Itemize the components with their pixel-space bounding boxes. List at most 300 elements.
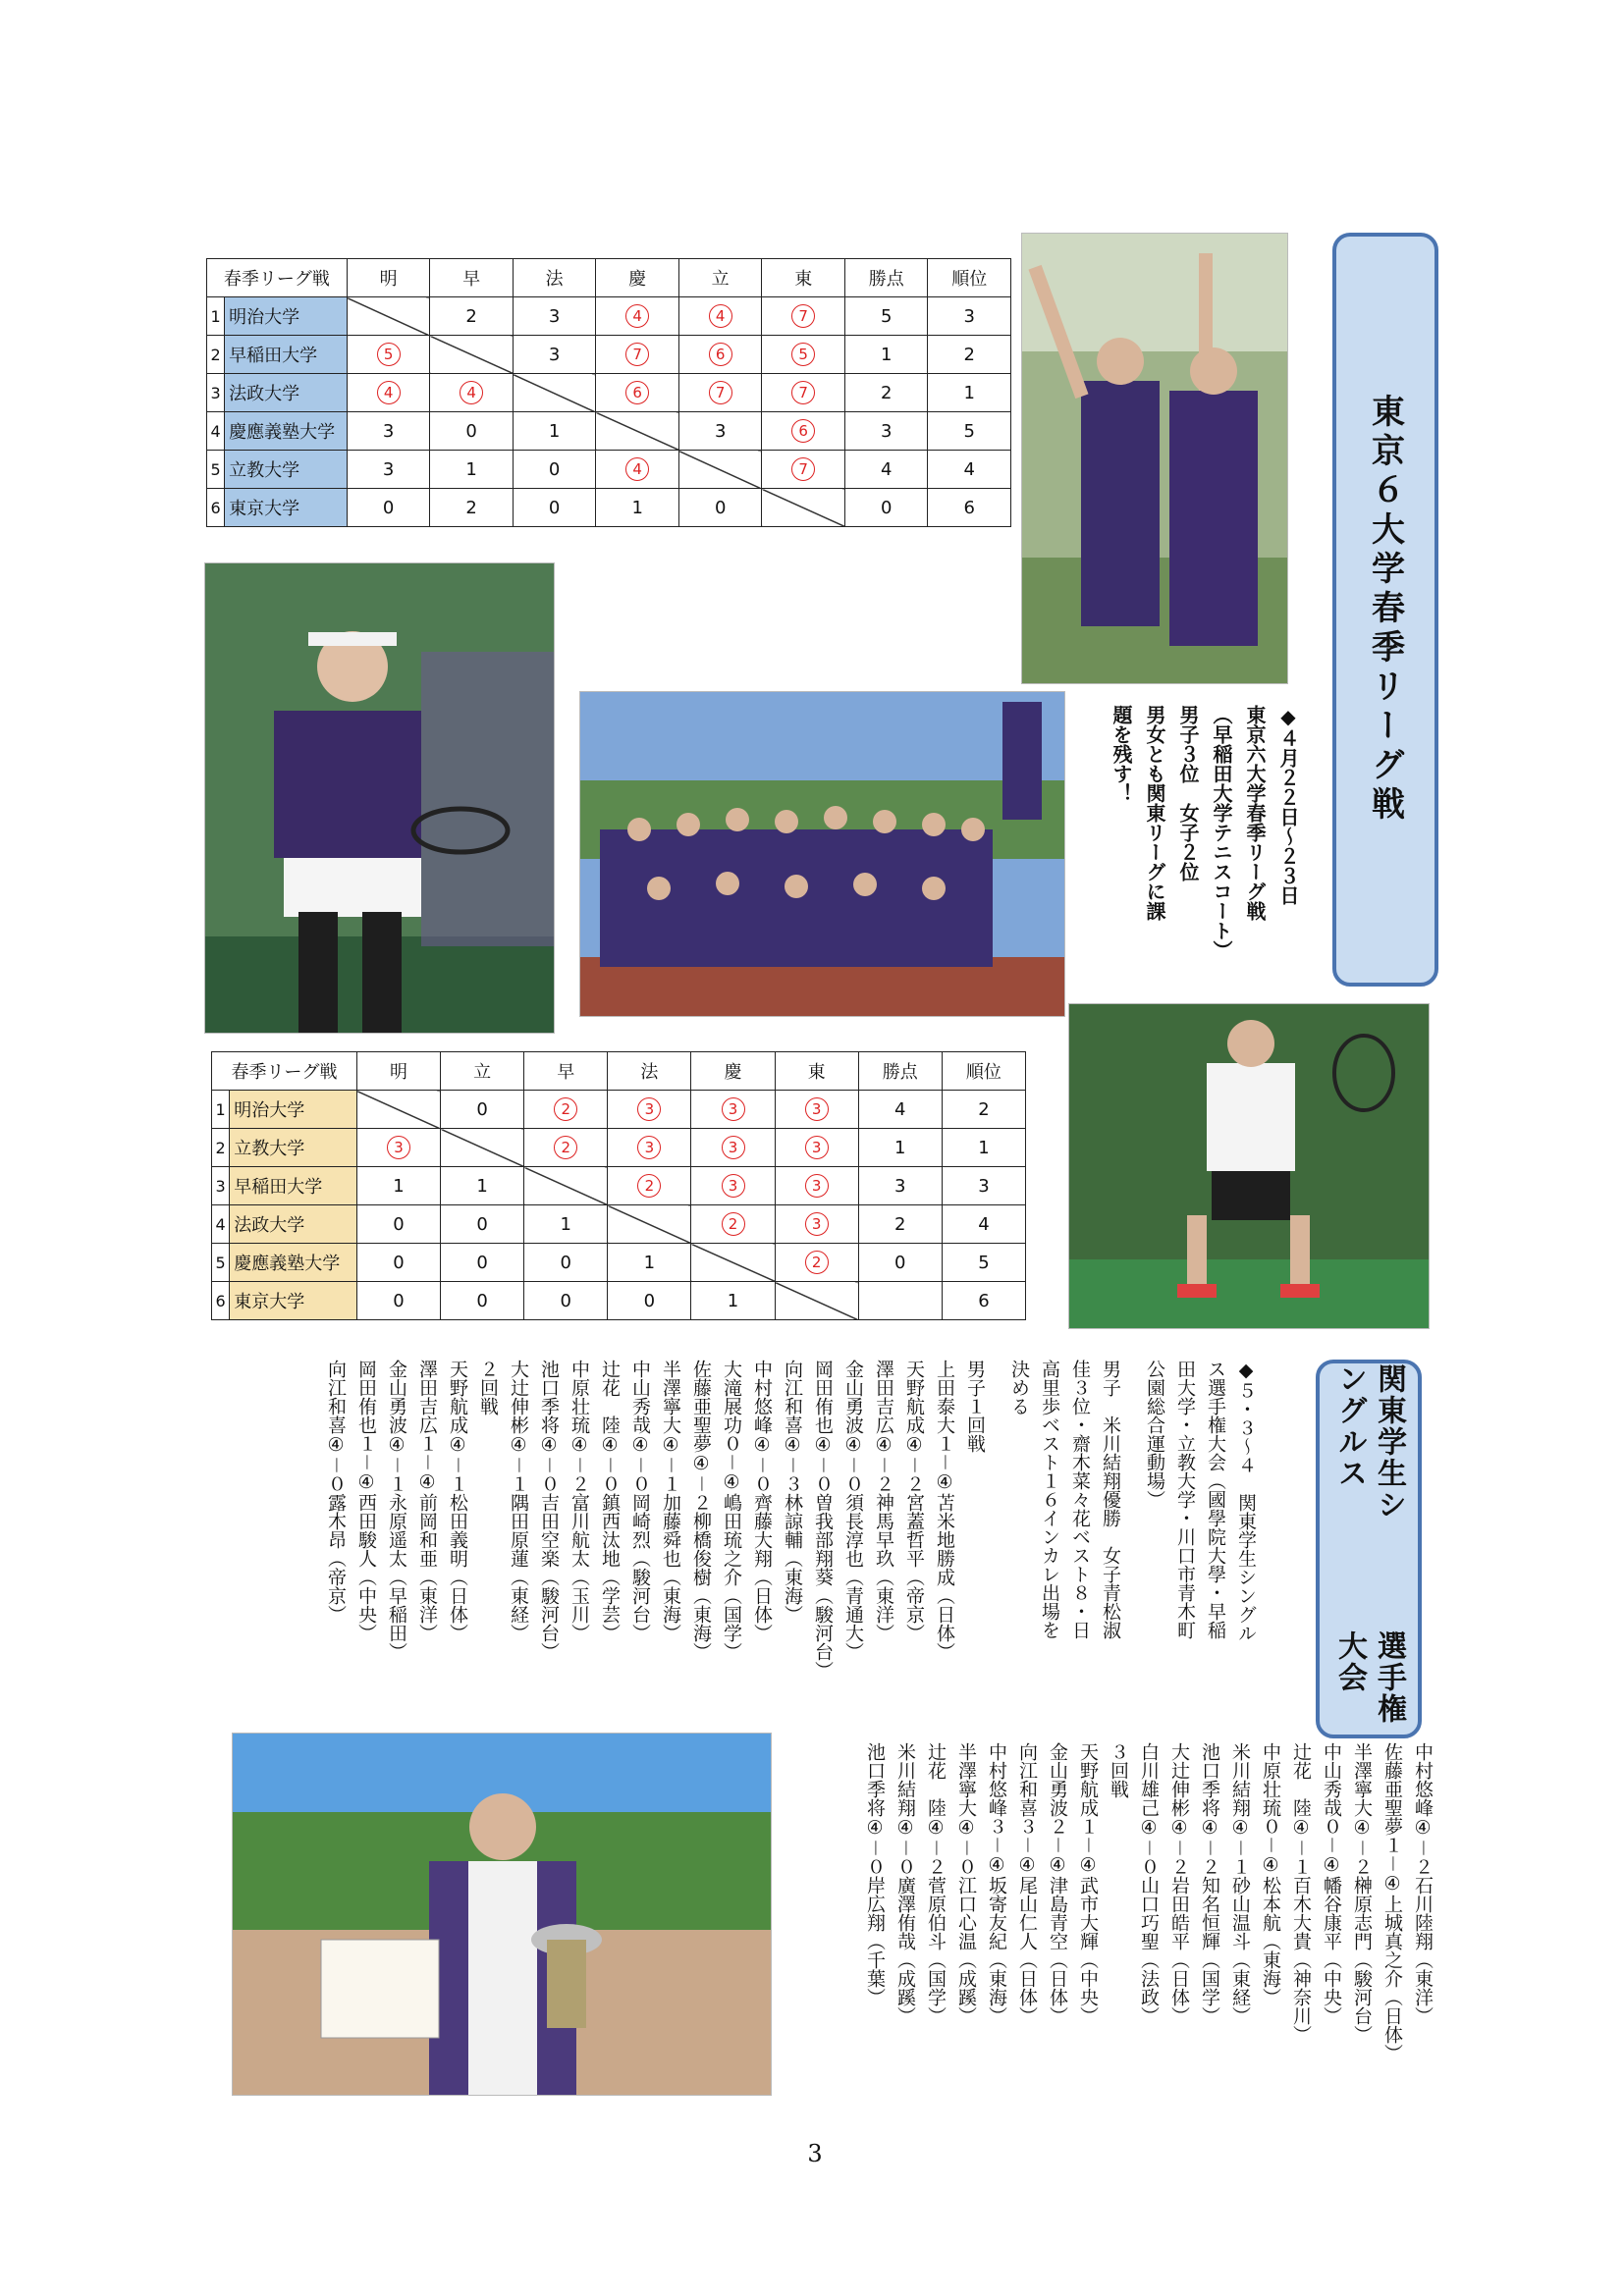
score-cell (678, 489, 762, 527)
column-header: 早 (524, 1052, 608, 1091)
score-value: 5 (978, 1252, 990, 1273)
win-score: 3 (637, 1136, 661, 1159)
section2-title-line1: 関東学生シングルス (1332, 1363, 1406, 1521)
text-line: 米川結翔④－１砂山温斗（東経） (1229, 1742, 1251, 2026)
score-value: 5 (963, 420, 975, 442)
table-row (207, 297, 1011, 336)
score-cell (513, 297, 596, 336)
score-value: 1 (393, 1175, 405, 1197)
score-cell (524, 1244, 608, 1282)
score-value: 0 (560, 1252, 571, 1273)
text-line: 男子３位 女子２位 (1176, 705, 1200, 881)
section1-title-box (1332, 233, 1438, 987)
column-header: 慶 (691, 1052, 775, 1091)
score-cell (928, 451, 1011, 489)
text-line: 大辻伸彬④－１隅田原蓮（東経） (508, 1360, 529, 1643)
score-value: 1 (643, 1252, 656, 1273)
score-value: 2 (465, 305, 477, 327)
diagonal-cell (513, 374, 596, 412)
table-row (207, 336, 1011, 374)
score-cell (691, 1129, 775, 1167)
team-name: 慶應義塾大学 (230, 1244, 357, 1282)
text-line: 中原壮琉④－２富川航太（玉川） (568, 1360, 590, 1643)
score-value: 1 (963, 382, 975, 403)
score-value: 3 (382, 458, 395, 480)
score-value: 0 (476, 1213, 488, 1235)
row-number: 3 (207, 374, 225, 412)
diagonal-cell (775, 1282, 858, 1320)
score-value: 4 (880, 458, 893, 480)
score-cell (928, 297, 1011, 336)
score-value: 6 (963, 497, 975, 518)
text-line: 向江和喜３－④尾山仁人（日体） (1016, 1742, 1038, 2026)
section1-body (1105, 705, 1305, 999)
score-cell (524, 1282, 608, 1320)
score-cell (762, 412, 845, 451)
score-cell (928, 489, 1011, 527)
score-cell (858, 1282, 942, 1320)
text-line: 池口季将④－０吉田空楽（駿河台） (538, 1360, 560, 1662)
score-cell (430, 451, 514, 489)
column-header: 東 (762, 259, 845, 297)
win-score: 3 (805, 1136, 829, 1159)
column-header: 順位 (942, 1052, 1025, 1091)
score-value: 0 (894, 1252, 906, 1273)
text-line: 男子１回戦 (964, 1360, 986, 1453)
diagonal-cell (608, 1205, 691, 1244)
score-cell (524, 1205, 608, 1244)
score-cell (762, 297, 845, 336)
score-cell (942, 1091, 1025, 1129)
text-line: 天野航成１－④武市大輝（中央） (1077, 1742, 1099, 2026)
table-row (212, 1129, 1026, 1167)
score-value: 4 (978, 1213, 990, 1235)
table-row (212, 1244, 1026, 1282)
score-cell (441, 1205, 524, 1244)
score-cell (513, 489, 596, 527)
win-score: 5 (791, 343, 815, 366)
score-cell (524, 1091, 608, 1129)
win-score: 4 (377, 381, 401, 404)
score-cell (762, 451, 845, 489)
text-line: ◆４月２２日〜２３日 (1276, 705, 1300, 905)
score-cell (608, 1244, 691, 1282)
score-cell (347, 451, 430, 489)
team-name: 法政大学 (225, 374, 348, 412)
photo-team-raising-hands (1021, 233, 1288, 684)
score-cell (430, 297, 514, 336)
score-cell (942, 1282, 1025, 1320)
table-header-row (212, 1052, 1026, 1091)
score-cell (844, 336, 928, 374)
team-name: 早稲田大学 (230, 1167, 357, 1205)
win-score: 7 (709, 381, 732, 404)
score-cell (441, 1167, 524, 1205)
win-score: 3 (722, 1174, 745, 1198)
score-value: 1 (465, 458, 477, 480)
score-value: 2 (894, 1213, 906, 1235)
text-line: 中山秀哉０－④幡谷康平（中央） (1321, 1742, 1342, 2026)
win-score: 3 (805, 1174, 829, 1198)
win-score: 2 (805, 1251, 829, 1274)
score-cell (858, 1091, 942, 1129)
score-value: 0 (476, 1252, 488, 1273)
score-value: 0 (476, 1290, 488, 1311)
score-value: 0 (714, 497, 727, 518)
text-line: 男女とも関東リーグに課 (1143, 705, 1166, 921)
win-score: 6 (625, 381, 649, 404)
row-number: 3 (212, 1167, 230, 1205)
score-value: 0 (880, 497, 893, 518)
score-cell (775, 1205, 858, 1244)
score-value: 1 (548, 420, 561, 442)
text-line: 天野航成④－２宮蓋哲平（帝京） (903, 1360, 925, 1643)
score-cell (858, 1129, 942, 1167)
win-score: 3 (387, 1136, 410, 1159)
score-cell (596, 336, 679, 374)
column-header: 明 (356, 1052, 440, 1091)
score-value: 0 (465, 420, 477, 442)
text-line: 佳３位・齋木菜々花ベスト８・日 (1069, 1360, 1091, 1639)
row-number: 4 (207, 412, 225, 451)
row-number: 5 (212, 1244, 230, 1282)
photo-female-player (204, 562, 555, 1034)
text-line: 題を残す！ (1110, 705, 1133, 803)
score-value: 3 (894, 1175, 906, 1197)
table-row (207, 412, 1011, 451)
score-value: 0 (560, 1290, 571, 1311)
score-cell (762, 374, 845, 412)
win-score: 7 (791, 381, 815, 404)
text-line: 決める (1008, 1360, 1030, 1415)
table-row (207, 451, 1011, 489)
score-cell (678, 412, 762, 451)
team-name: 早稲田大学 (225, 336, 348, 374)
win-score: 2 (637, 1174, 661, 1198)
text-line: 大辻伸彬④－２岩田皓平（日体） (1168, 1742, 1190, 2026)
team-name: 明治大学 (230, 1091, 357, 1129)
score-cell (356, 1167, 440, 1205)
text-line: ス選手権大会（國學院大學・早稲 (1205, 1360, 1226, 1639)
text-line: ◆５・３〜４ 関東学生シングル (1235, 1360, 1257, 1642)
table-row (207, 374, 1011, 412)
text-line: 向江和喜④－３林諒輔（東海） (782, 1360, 803, 1625)
score-cell (844, 412, 928, 451)
diagonal-cell (678, 451, 762, 489)
score-value: 1 (727, 1290, 739, 1311)
score-value: 2 (880, 382, 893, 403)
score-cell (844, 297, 928, 336)
text-line: 東京六大学春季リーグ戦 (1243, 705, 1267, 921)
score-value: 0 (393, 1213, 405, 1235)
score-cell (691, 1167, 775, 1205)
text-line: 米川結翔④－０廣澤侑哉（成蹊） (894, 1742, 916, 2026)
score-cell (775, 1167, 858, 1205)
row-number: 6 (207, 489, 225, 527)
score-cell (762, 336, 845, 374)
team-name: 明治大学 (225, 297, 348, 336)
score-value: 2 (978, 1098, 990, 1120)
score-value: 3 (714, 420, 727, 442)
text-line: 澤田吉広１－④前岡和亜（東洋） (416, 1360, 438, 1643)
section2-results-text-lower (859, 1742, 1437, 2086)
score-cell (430, 412, 514, 451)
score-cell (844, 451, 928, 489)
text-line: 半澤寧大④－１加藤舜也（東海） (660, 1360, 681, 1643)
column-header: 立 (678, 259, 762, 297)
score-cell (608, 1167, 691, 1205)
row-number: 4 (212, 1205, 230, 1244)
win-score: 2 (722, 1212, 745, 1236)
score-value: 4 (894, 1098, 906, 1120)
text-line: ３回戦 (1108, 1742, 1129, 1798)
text-line: 佐藤亜聖夢１－④上城真之介（日体） (1381, 1742, 1403, 2063)
score-cell (430, 374, 514, 412)
table-row (212, 1205, 1026, 1244)
score-value: 1 (978, 1137, 990, 1158)
section2-title-box (1316, 1360, 1422, 1738)
score-cell (347, 489, 430, 527)
score-value: 3 (978, 1175, 990, 1197)
text-line: 大滝展功０－④嶋田琉之介（国学） (721, 1360, 742, 1662)
text-line: 男子 米川結翔優勝 女子青松淑 (1100, 1360, 1121, 1639)
score-cell (844, 489, 928, 527)
score-cell (691, 1205, 775, 1244)
win-score: 6 (709, 343, 732, 366)
diagonal-cell (441, 1129, 524, 1167)
score-cell (678, 374, 762, 412)
score-cell (678, 336, 762, 374)
diagonal-cell (762, 489, 845, 527)
win-score: 4 (625, 457, 649, 481)
text-line: 澤田吉広④－２神馬早玖（東洋） (873, 1360, 894, 1643)
text-line: 上田泰大１－④苫米地勝成（日体） (934, 1360, 955, 1662)
column-header: 立 (441, 1052, 524, 1091)
text-line: 中山秀哉④－０岡崎烈（駿河台） (629, 1360, 651, 1643)
score-cell (608, 1282, 691, 1320)
score-cell (691, 1282, 775, 1320)
team-name: 東京大学 (230, 1282, 357, 1320)
score-cell (928, 374, 1011, 412)
league-table-1 (206, 258, 1011, 527)
score-value: 3 (880, 420, 893, 442)
score-value: 1 (894, 1137, 906, 1158)
score-cell (347, 412, 430, 451)
score-value: 2 (963, 344, 975, 365)
row-number: 6 (212, 1282, 230, 1320)
row-number: 1 (212, 1091, 230, 1129)
score-value: 0 (393, 1252, 405, 1273)
win-score: 7 (791, 304, 815, 328)
win-score: 3 (805, 1097, 829, 1121)
score-cell (347, 374, 430, 412)
column-header: 明 (347, 259, 430, 297)
column-header: 慶 (596, 259, 679, 297)
diagonal-cell (347, 297, 430, 336)
score-cell (775, 1129, 858, 1167)
score-cell (441, 1282, 524, 1320)
score-value: 3 (382, 420, 395, 442)
photo-male-player (1068, 1003, 1430, 1329)
score-cell (596, 374, 679, 412)
score-cell (513, 451, 596, 489)
table-row (212, 1091, 1026, 1129)
score-cell (524, 1129, 608, 1167)
score-cell (356, 1282, 440, 1320)
win-score: 5 (377, 343, 401, 366)
score-value: 0 (382, 497, 395, 518)
score-cell (942, 1205, 1025, 1244)
text-line: 金山勇波④－１永原遥太（早稲田） (386, 1360, 407, 1662)
score-cell (356, 1244, 440, 1282)
text-line: 半澤寧大④－２榊原志門（駿河台） (1351, 1742, 1373, 2045)
league-table-2 (211, 1051, 1026, 1320)
score-cell (942, 1129, 1025, 1167)
score-cell (513, 336, 596, 374)
table-row (212, 1282, 1026, 1320)
text-line: 高里歩ベスト１６インカレ出場を (1039, 1360, 1060, 1639)
text-line (990, 1360, 1003, 1703)
score-cell (347, 336, 430, 374)
score-cell (356, 1205, 440, 1244)
text-line: 池口季将④－０岸広翔（千葉） (864, 1742, 886, 2007)
photo-team-group (579, 691, 1065, 1017)
table-row (207, 489, 1011, 527)
score-cell (858, 1205, 942, 1244)
diagonal-cell (691, 1244, 775, 1282)
row-number: 1 (207, 297, 225, 336)
text-line: 田大学・立教大学・川口市青木町 (1174, 1360, 1196, 1639)
column-header: 東 (775, 1052, 858, 1091)
team-name: 立教大学 (225, 451, 348, 489)
column-header: 勝点 (858, 1052, 942, 1091)
team-name: 慶應義塾大学 (225, 412, 348, 451)
text-line: 辻花 陸④－２菅原伯斗（国学） (925, 1742, 947, 2026)
text-line: 中村悠峰④－２石川陸翔（東洋） (1412, 1742, 1434, 2026)
score-cell (356, 1129, 440, 1167)
score-value: 0 (643, 1290, 656, 1311)
row-number: 5 (207, 451, 225, 489)
diagonal-cell (596, 412, 679, 451)
score-cell (775, 1091, 858, 1129)
text-line: 天野航成④－１松田義明（日体） (447, 1360, 468, 1643)
text-line: 半澤寧大④－０江口心温（成蹊） (955, 1742, 977, 2026)
score-cell (430, 489, 514, 527)
score-cell (928, 336, 1011, 374)
score-cell (441, 1244, 524, 1282)
win-score: 3 (722, 1097, 745, 1121)
win-score: 4 (625, 304, 649, 328)
score-cell (942, 1244, 1025, 1282)
score-cell (513, 412, 596, 451)
score-value: 6 (978, 1290, 990, 1311)
column-header: 勝点 (844, 259, 928, 297)
column-header: 法 (513, 259, 596, 297)
score-value: 5 (880, 305, 893, 327)
text-line: 中原壮琉０－④松本航（東海） (1260, 1742, 1281, 2007)
diagonal-cell (524, 1167, 608, 1205)
score-cell (678, 297, 762, 336)
score-value: 3 (963, 305, 975, 327)
win-score: 3 (805, 1212, 829, 1236)
column-header: 早 (430, 259, 514, 297)
team-name: 法政大学 (230, 1205, 357, 1244)
win-score: 2 (554, 1097, 577, 1121)
win-score: 7 (625, 343, 649, 366)
text-line: 岡田侑也１－④西田駿人（中央） (355, 1360, 377, 1643)
text-line: 池口季将④－２知名恒輝（国学） (1199, 1742, 1220, 2026)
column-header: 順位 (928, 259, 1011, 297)
text-line: 辻花 陸④－０鎮西汰地（学芸） (599, 1360, 621, 1643)
diagonal-cell (356, 1091, 440, 1129)
score-cell (441, 1091, 524, 1129)
table-header-row (207, 259, 1011, 297)
row-number: 2 (212, 1129, 230, 1167)
score-cell (596, 297, 679, 336)
text-line: 辻花 陸④－１百木大貴（神奈川） (1290, 1742, 1312, 2045)
score-cell (942, 1167, 1025, 1205)
win-score: 3 (637, 1097, 661, 1121)
score-value: 0 (476, 1098, 488, 1120)
row-number: 2 (207, 336, 225, 374)
win-score: 2 (554, 1136, 577, 1159)
text-line: 中村悠峰３－④坂寄友紀（東海） (986, 1742, 1007, 2026)
team-name: 立教大学 (230, 1129, 357, 1167)
photo-trophy-winner (232, 1733, 772, 2096)
section1-title: 東京６大学春季リーグ戦 (1365, 394, 1405, 826)
score-value: 1 (631, 497, 643, 518)
score-value: 2 (465, 497, 477, 518)
section2-results-text (320, 1360, 1261, 1703)
score-value: 0 (548, 497, 561, 518)
text-line: 金山勇波④－０須長淳也（青通大） (842, 1360, 864, 1662)
text-line: 中村悠峰④－０齊藤大翔（日体） (751, 1360, 773, 1643)
text-line: 金山勇波２－④津島青空（日体） (1047, 1742, 1068, 2026)
score-value: 0 (548, 458, 561, 480)
score-value: 3 (548, 344, 561, 365)
score-cell (608, 1091, 691, 1129)
win-score: 4 (460, 381, 483, 404)
score-cell (596, 489, 679, 527)
score-cell (844, 374, 928, 412)
win-score: 6 (791, 419, 815, 443)
text-line: 公園総合運動場） (1144, 1360, 1165, 1509)
score-cell (928, 412, 1011, 451)
score-value: 4 (963, 458, 975, 480)
text-line: ２回戦 (477, 1360, 499, 1415)
text-line: 佐藤亜聖夢④－２柳橋俊樹（東海） (690, 1360, 712, 1662)
table-title-cell: 春季リーグ戦 (207, 259, 348, 297)
diagonal-cell (430, 336, 514, 374)
text-line (1125, 1360, 1139, 1703)
score-value: 0 (393, 1290, 405, 1311)
column-header: 法 (608, 1052, 691, 1091)
text-line: （早稲田大学テニスコート） (1210, 705, 1233, 960)
page-number: 3 (807, 2140, 823, 2167)
text-line: 岡田侑也④－０曽我部翔葵（駿河台） (812, 1360, 834, 1681)
team-name: 東京大学 (225, 489, 348, 527)
table-row (212, 1167, 1026, 1205)
score-cell (858, 1244, 942, 1282)
win-score: 4 (709, 304, 732, 328)
win-score: 7 (791, 457, 815, 481)
score-value: 1 (476, 1175, 488, 1197)
text-line: 白川雄己④－０山口巧聖（法政） (1138, 1742, 1160, 2026)
score-cell (691, 1091, 775, 1129)
table-title-cell: 春季リーグ戦 (212, 1052, 357, 1091)
win-score: 3 (722, 1136, 745, 1159)
text-line: 向江和喜④－０露木昂（帝京） (325, 1360, 347, 1625)
